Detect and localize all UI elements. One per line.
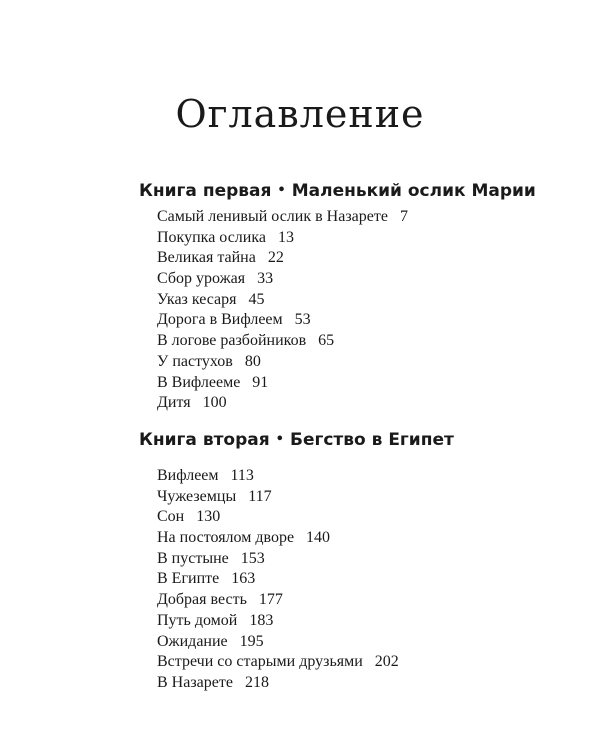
toc-entry[interactable] [157,269,579,290]
chapter-title: В Египте [157,570,220,588]
chapter-title: Самый ленивый ослик в Назарете [157,208,388,225]
toc-entry[interactable] [157,290,579,311]
page-number: 163 [231,570,256,588]
chapter-title: Чужеземцы [157,487,237,505]
chapter-title: Покупка ослика [157,228,266,246]
book-two-heading [139,428,579,452]
chapter-title: В Вифлееме [157,373,241,391]
toc-entry[interactable] [157,466,579,487]
page-number: 202 [374,653,399,671]
page-number: 33 [257,270,274,288]
chapter-title: На постоялом дворе [157,529,295,547]
chapter-title: Великая тайна [157,249,256,267]
page-number: 218 [244,673,269,691]
book-two-separator: • [275,432,284,447]
page-number: 45 [248,290,265,308]
chapter-title: Путь домой [157,611,238,629]
toc-entry[interactable] [157,228,579,249]
chapter-title: Ожидание [157,632,228,650]
chapter-title: В логове разбойников [157,332,307,350]
chapter-title: В пустыне [157,549,229,567]
chapter-title: Указ кесаря [157,290,237,308]
page-number: 183 [249,611,274,629]
chapter-title: Вифлеем [157,467,219,484]
toc-entry[interactable] [157,393,579,414]
book-two-name: Книга вторая [139,430,270,450]
chapter-title: В Назарете [157,673,233,691]
page-number: 13 [277,228,294,246]
toc-entry[interactable] [157,507,579,528]
toc-entry[interactable] [157,248,579,269]
page-number: 65 [318,332,335,350]
page-number: 195 [239,632,264,650]
page-title: Оглавление [175,92,425,136]
toc-entry[interactable] [157,310,579,331]
page-number: 140 [306,529,331,547]
toc-entry[interactable] [157,611,579,632]
toc-entry[interactable] [157,207,579,228]
toc-entry[interactable] [157,652,579,673]
page-number: 100 [202,394,227,412]
page-number: 113 [230,467,254,484]
toc-entry[interactable] [157,352,579,373]
chapter-title: Дитя [157,394,191,412]
page-number: 177 [258,591,283,609]
book-one-chapter-list [139,207,579,414]
toc-entry[interactable] [157,373,579,394]
toc-entry[interactable] [157,487,579,508]
toc-entry[interactable] [157,528,579,549]
chapter-title: Встречи со старыми друзьями [157,653,363,671]
page-number: 153 [240,549,265,567]
page-number: 130 [196,508,221,526]
book-two-section [139,428,579,694]
book-two-subtitle: Бегство в Египет [289,430,454,450]
toc-entry[interactable] [157,331,579,352]
chapter-title: У пастухов [157,352,233,370]
page-number: 53 [294,311,311,329]
toc-entry[interactable] [157,590,579,611]
book-one-name: Книга первая [139,181,272,201]
toc-entry[interactable] [157,569,579,590]
page-number: 91 [252,373,269,391]
book-one-subtitle: Маленький ослик Марии [291,181,536,201]
book-one-heading [139,179,579,203]
toc-entry[interactable] [157,632,579,653]
page-number: 80 [244,352,261,370]
toc-entry[interactable] [157,549,579,570]
toc-entry[interactable] [157,673,579,694]
chapter-title: Сбор урожая [157,270,246,288]
book-one-separator: • [277,183,286,198]
chapter-title: Сон [157,508,185,526]
chapter-title: Дорога в Вифлеем [157,311,283,329]
book-one-section [139,179,579,414]
page-number: 7 [399,208,408,225]
page-number: 117 [248,487,272,505]
page-number: 22 [267,249,284,267]
chapter-title: Добрая весть [157,591,247,609]
book-two-chapter-list [139,466,579,694]
